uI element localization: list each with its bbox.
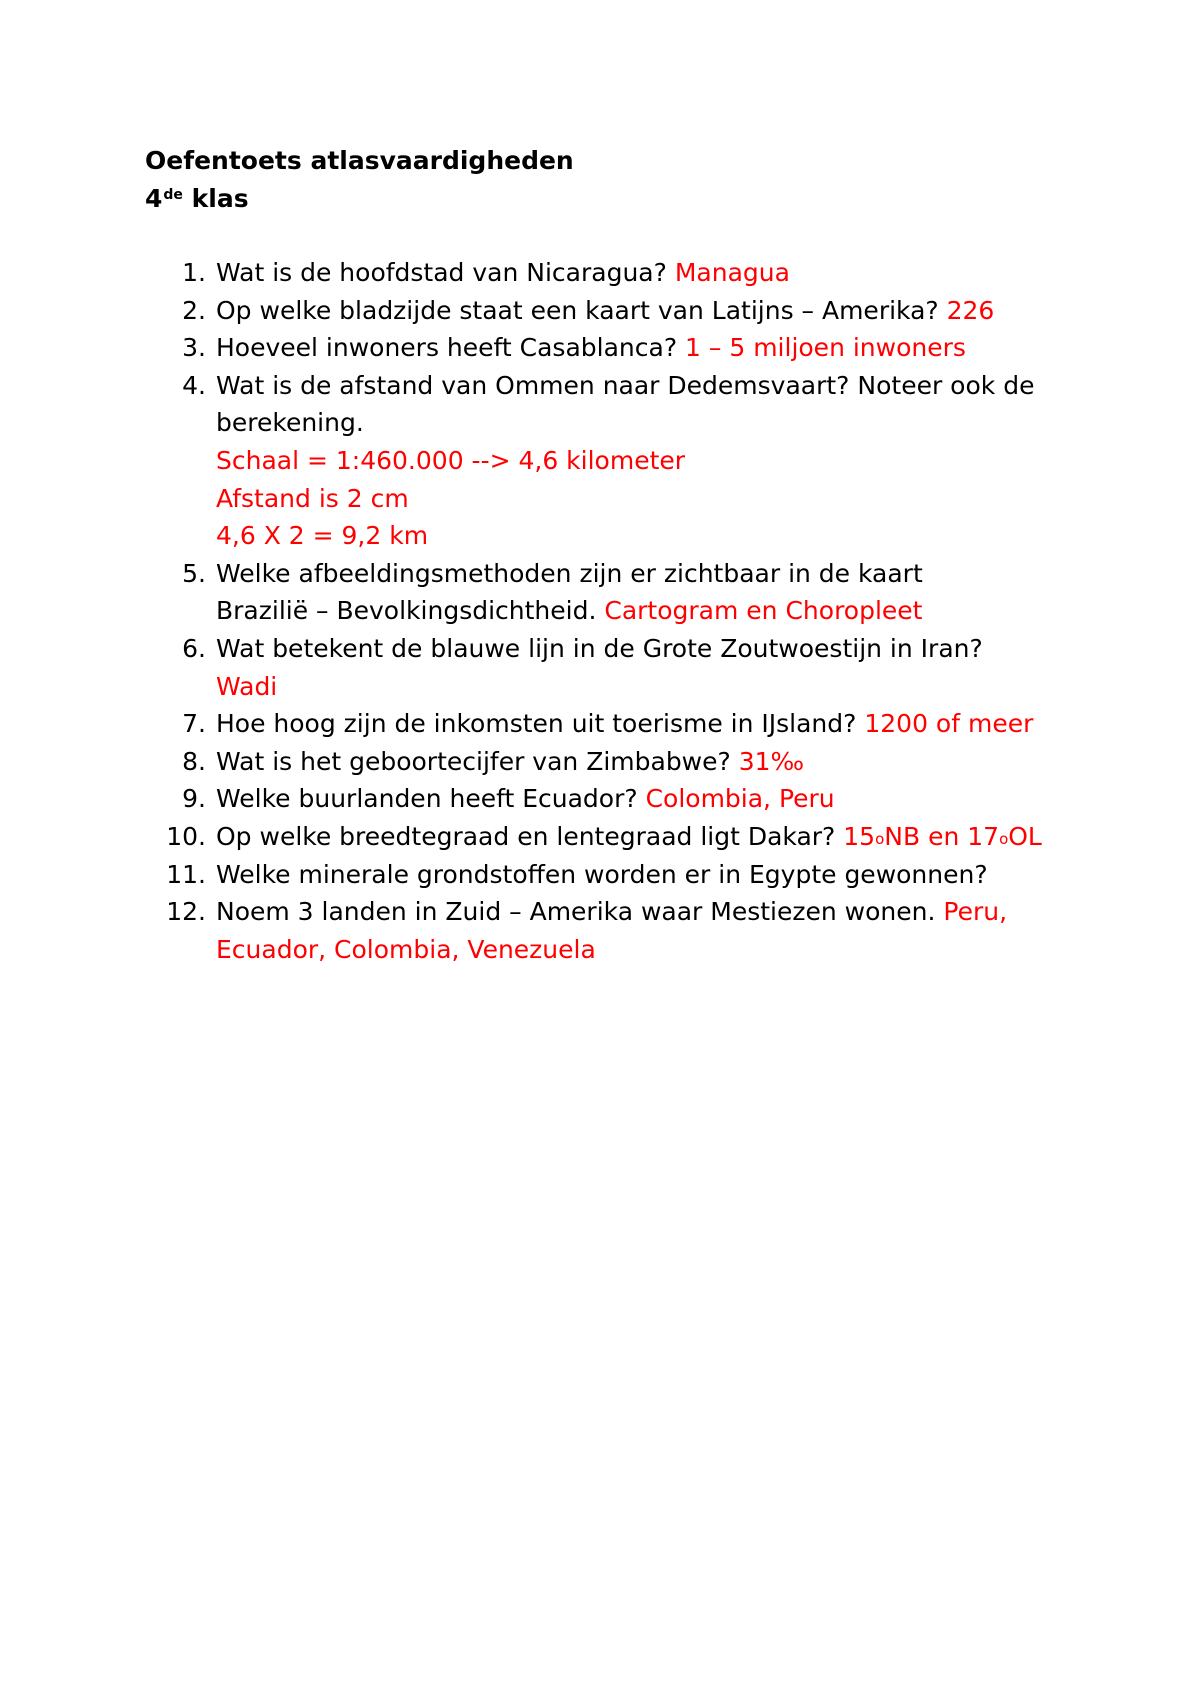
answer-text: Managua: [674, 258, 790, 287]
question-text: Wat betekent de blauwe lijn in de Grote Zoutwoestijn in Iran?: [216, 633, 983, 663]
question-number: 2.: [182, 295, 206, 325]
question-item-2: [0, 292, 1086, 330]
question-text-continued: Brazilië – Bevolkingsdichtheid.: [216, 596, 597, 626]
question-item-4: [0, 367, 1086, 555]
question-item-11: [0, 856, 1086, 894]
question-number: 4.: [182, 370, 206, 400]
grade-superscript: de: [163, 187, 183, 203]
answer-text: 15$^o$NB en 17$^o$OL: [843, 821, 1042, 851]
question-number: 3.: [182, 333, 206, 363]
answer-line: Schaal = 1:460.000 --> 4,6 kilometer: [216, 445, 686, 475]
question-number: 1.: [182, 258, 206, 287]
grade-word: klas: [191, 184, 249, 213]
question-text: Wat is de afstand van Ommen naar Dedemsvaart? Noteer ook de: [216, 370, 1035, 400]
question-text: Hoeveel inwoners heeft Casablanca?: [216, 333, 678, 363]
question-text-continued: berekening.: [216, 408, 364, 438]
answer-line: Afstand is 2 cm: [216, 483, 409, 513]
question-text: Op welke bladzijde staat een kaart van Latijns – Amerika?: [216, 295, 939, 325]
question-item-10: [0, 818, 1086, 856]
document-subtitle: [145, 180, 249, 218]
question-text: Noem 3 landen in Zuid – Amerika waar Mestiezen wonen.: [216, 897, 936, 927]
answer-text: Colombia, Peru: [645, 784, 835, 814]
question-item-8: [0, 743, 1086, 781]
degree-symbol: o: [875, 829, 885, 848]
answer-text: Cartogram en Choropleet: [604, 596, 923, 626]
question-list: [0, 254, 1200, 968]
question-text: Welke minerale grondstoffen worden er in Egypte gewonnen?: [216, 859, 988, 889]
answer-text-continued: Ecuador, Colombia, Venezuela: [216, 934, 596, 964]
degree-symbol: o: [999, 829, 1009, 848]
question-number: 8.: [182, 746, 206, 776]
question-number: 5.: [182, 558, 206, 588]
document-title: Oefentoets atlasvaardigheden: [145, 146, 574, 175]
answer-text: 226: [946, 295, 995, 325]
question-text: Op welke breedtegraad en lentegraad ligt Dakar?: [216, 821, 836, 851]
grade-number: 4: [145, 184, 163, 213]
question-text: Welke afbeeldingsmethoden zijn er zichtbaar in de kaart: [216, 558, 923, 588]
question-number: 7.: [182, 709, 206, 739]
question-number: 12.: [166, 897, 206, 927]
question-item-3: [0, 329, 1086, 367]
question-text: Wat is het geboortecijfer van Zimbabwe?: [216, 746, 731, 776]
question-item-5: [0, 555, 1086, 630]
question-number: 11.: [166, 859, 206, 889]
question-number: 6.: [182, 633, 206, 663]
answer-text: 1 – 5 miljoen inwoners: [685, 333, 966, 363]
question-item-6: [0, 630, 1086, 705]
answer-line: 4,6 X 2 = 9,2 km: [216, 521, 429, 551]
question-text: Hoe hoog zijn de inkomsten uit toerisme in IJsland?: [216, 709, 857, 739]
question-number: 9.: [182, 784, 206, 814]
question-item-12: [0, 893, 1086, 968]
question-text: Welke buurlanden heeft Ecuador?: [216, 784, 638, 814]
question-item-1: [0, 254, 1086, 292]
answer-text: 1200 of meer: [864, 709, 1034, 739]
answer-text: Wadi: [216, 671, 278, 701]
answer-text: 31‰: [738, 746, 805, 776]
answer-text: Peru,: [943, 897, 1008, 927]
question-text: Wat is de hoofdstad van Nicaragua?: [216, 258, 667, 287]
question-item-7: [0, 705, 1086, 743]
question-item-9: [0, 780, 1086, 818]
question-number: 10.: [166, 821, 206, 851]
